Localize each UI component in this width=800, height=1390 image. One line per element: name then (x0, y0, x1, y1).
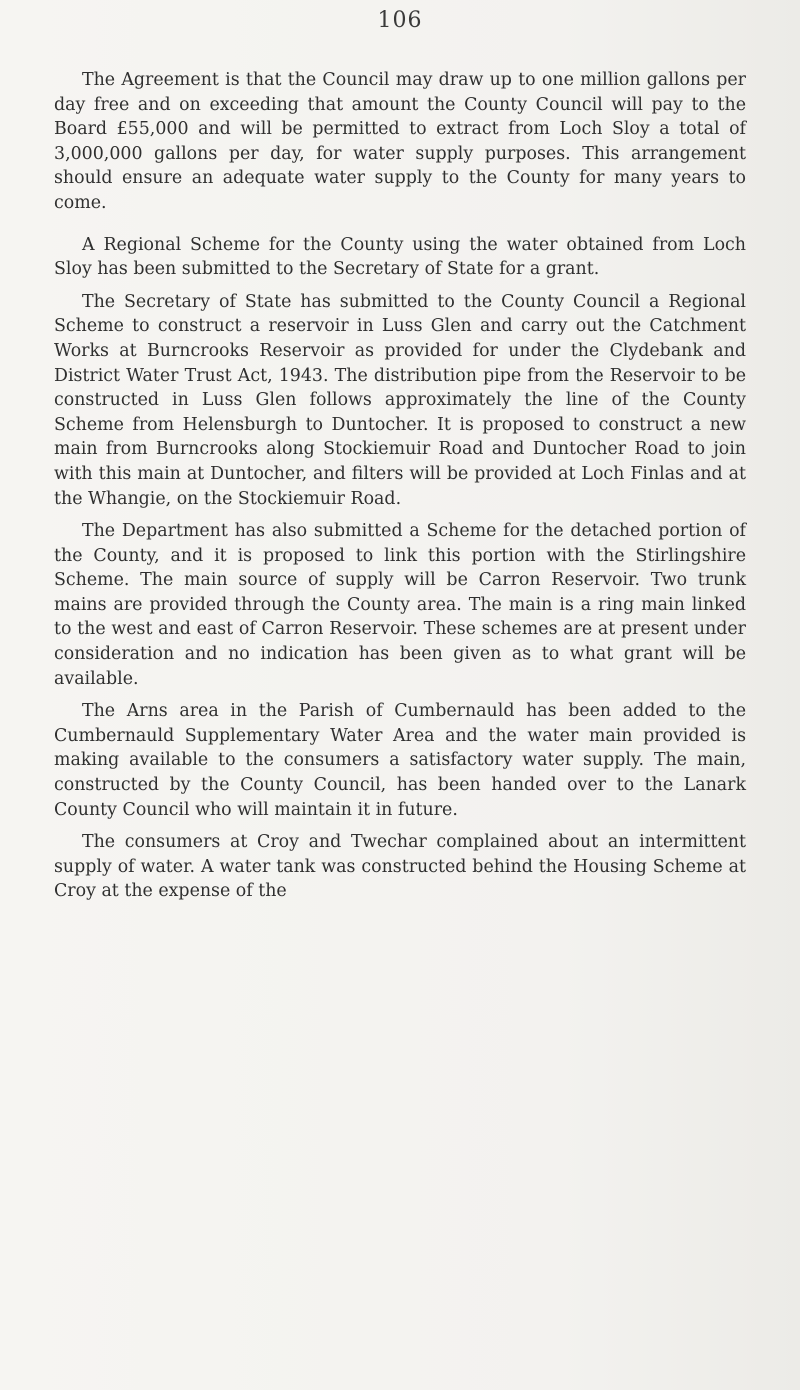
paragraph-regional-scheme-grant: A Regional Scheme for the County using the water obtained from Loch Sloy has been submitted to the Secretary of State for a grant. (54, 234, 746, 280)
paragraph-luss-glen-scheme: The Secretary of State has submitted to the County Council a Regional Scheme to construct a reservoir in Luss Glen and carry out the Catchment Works at Burncrooks Reservoir as provided for under the Clydebank and District Water Trust Act, 1943. The distribution pipe from the Reservoir to be constructed in Luss Glen follows approximately the line of the County Scheme from Helensburgh to Duntocher. It is proposed to construct a new main from Burncrooks along Stockiemuir Road and Duntocher Road to join with this main at Duntocher, and filters will be provided at Loch Finlas and at the Whangie, on the Stockiemuir Road. (54, 291, 746, 509)
paragraph-water-agreement: The Agreement is that the Council may draw up to one million gallons per day free and on exceeding that amount the County Council will pay to the Board £55,000 and will be permitted to extract from Loch Sloy a total of 3,000,000 gallons per day, for water supply purposes. This arrangement should ensure an adequate water supply to the County for many years to come. (54, 70, 746, 213)
paragraph-detached-portion-scheme: The Department has also submitted a Scheme for the detached portion of the County, and it is proposed to link this portion with the Stirlingshire Scheme. The main source of supply will be Carron Reservoir. Two trunk mains are provided through the County area. The main is a ring main linked to the west and east of Carron Reservoir. These schemes are at present under consideration and no indication has been given as to what grant will be available. (54, 521, 746, 689)
paragraph-croy-twechar: The consumers at Croy and Twechar complained about an intermittent supply of water. A water tank was constructed behind the Housing Scheme at Croy at the expense of the (54, 832, 746, 902)
paragraph-arns-area: The Arns area in the Parish of Cumbernauld has been added to the Cumbernauld Supplementary Water Area and the water main provided is making available to the consumers a satisfactory water supply. The main, constructed by the County Council, has been handed over to the Lanark County Council who will maintain it in future. (54, 701, 746, 820)
page-number: 106 (377, 8, 423, 33)
body-text (54, 68, 746, 912)
